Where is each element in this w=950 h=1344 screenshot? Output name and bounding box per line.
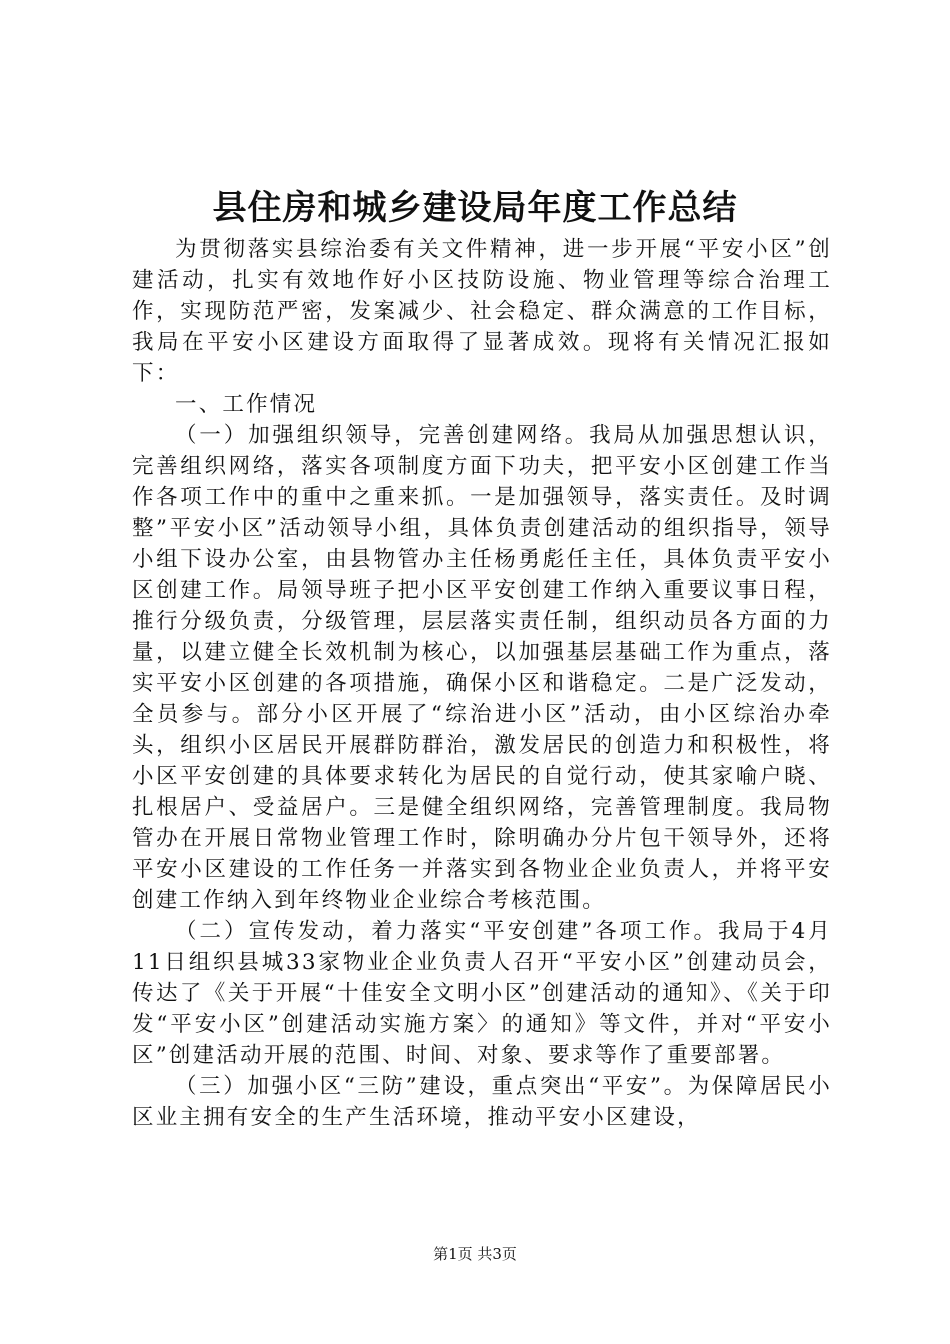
document-title: 县住房和城乡建设局年度工作总结: [212, 188, 738, 228]
section-heading: 一、工作情况: [175, 392, 318, 417]
paragraph-intro: 为贯彻落实县综治委有关文件精神，进一步开展“平安小区”创建活动，扎实有效地作好小区技防设施、物业管理等综合治理工作，实现防范严密，发案减少、社会稳定、群众满意的工作目标，我局在平安小区建设方面取得了显著成效。现将有关情况汇报如下：: [132, 237, 832, 386]
page-footer: 第1页 共3页: [433, 1245, 517, 1263]
paragraph-publicity: （二）宣传发动，着力落实“平安创建”各项工作。我局于4月11日组织县城33家物业企业负责人召开“平安小区”创建动员会，传达了《关于开展“十佳安全文明小区”创建活动的通知》、《关于印发“平安小区”创建活动实施方案〉的通知》等文件，并对“平安小区”创建活动开展的范围、时间、对象、要求等作了重要部署。: [132, 919, 832, 1068]
document-body: [132, 234, 832, 1133]
paragraph-three-defenses: （三）加强小区“三防”建设，重点突出“平安”。为保障居民小区业主拥有安全的生产生活环境，推动平安小区建设，: [132, 1074, 832, 1130]
paragraph-organization: （一）加强组织领导，完善创建网络。我局从加强思想认识，完善组织网络，落实各项制度方面下功夫，把平安小区创建工作当作各项工作中的重中之重来抓。一是加强领导，落实责任。及时调整”平安小区”活动领导小组，具体负责创建活动的组织指导，领导小组下设办公室，由县物管办主任杨勇彪任主任，具体负责平安小区创建工作。局领导班子把小区平安创建工作纳入重要议事日程，推行分级负责，分级管理，层层落实责任制，组织动员各方面的力量，以建立健全长效机制为核心，以加强基层基础工作为重点，落实平安小区创建的各项措施，确保小区和谐稳定。二是广泛发动，全员参与。部分小区开展了“综治进小区”活动，由小区综治办牵头，组织小区居民开展群防群治，激发居民的创造力和积极性，将小区平安创建的具体要求转化为居民的自觉行动，使其家喻户晓、扎根居户、受益居户。三是健全组织网络，完善管理制度。我局物管办在开展日常物业管理工作时，除明确办分片包干领导外，还将平安小区建设的工作任务一并落实到各物业企业负责人，并将平安创建工作纳入到年终物业企业综合考核范围。: [132, 423, 832, 913]
